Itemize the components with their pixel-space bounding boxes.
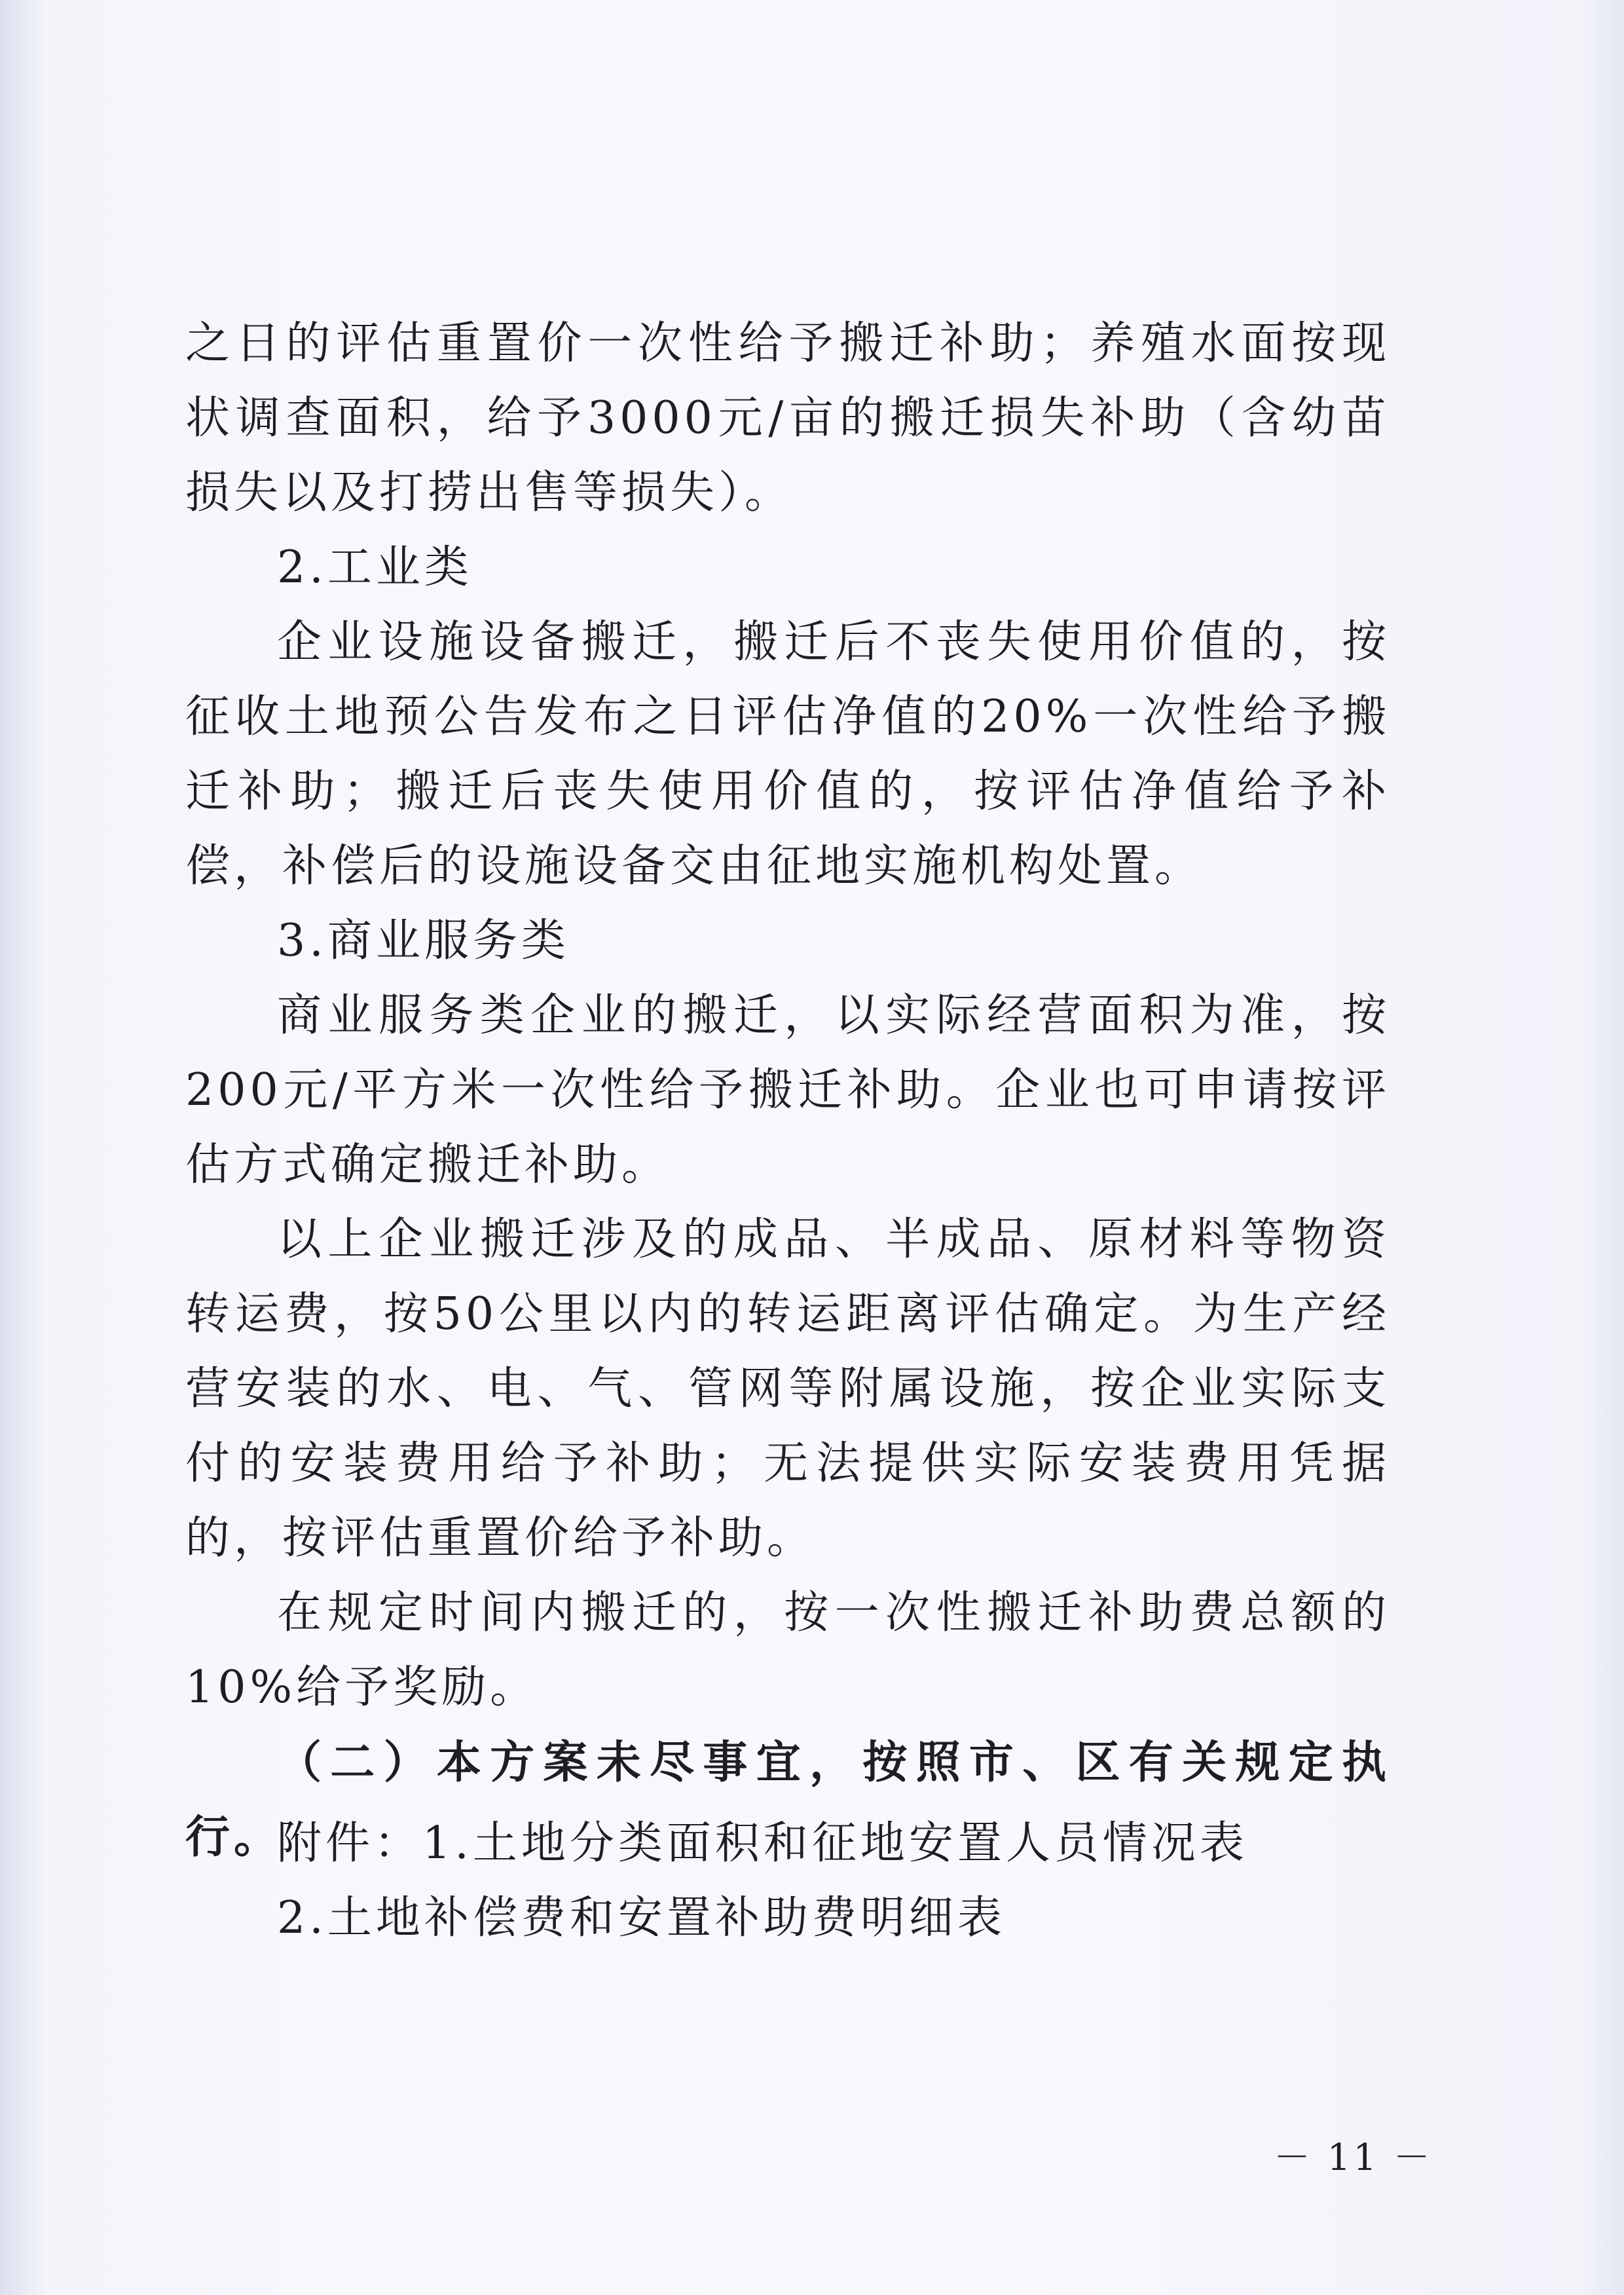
page-number: － 11 － <box>1274 2136 1433 2179</box>
paragraph-industrial: 企业设施设备搬迁，搬迁后不丧失使用价值的，按征收土地预公告发布之日评估净值的20%一次性给予搬迁补助；搬迁后丧失使用价值的，按评估净值给予补偿，补偿后的设施设备交由征地实施机构处置。 <box>185 616 1390 892</box>
attachment-1: 附件：1.土地分类面积和征地安置人员情况表 <box>277 1818 1248 1869</box>
scan-shadow-right <box>1585 0 1624 2295</box>
heading-commercial: 3.商业服务类 <box>277 915 570 967</box>
paragraph-reward: 在规定时间内搬迁的，按一次性搬迁补助费总额的10%给予奖励。 <box>185 1587 1390 1713</box>
paragraph-continuation: 之日的评估重置价一次性给予搬迁补助；养殖水面按现状调查面积，给予3000元/亩的搬迁损失补助（含幼苗损失以及打捞出售等损失）。 <box>185 318 1390 519</box>
attachment-2: 2.土地补偿费和安置补助费明细表 <box>277 1892 1006 1944</box>
paragraph-transport: 以上企业搬迁涉及的成品、半成品、原材料等物资转运费，按50公里以内的转运距离评估确定。为生产经营安装的水、电、气、管网等附属设施，按企业实际支付的安装费用给予补助；无法提供实际安装费用凭据的，按评估重置价给予补助。 <box>185 1214 1390 1564</box>
heading-industrial: 2.工业类 <box>277 542 473 593</box>
scan-shadow-left <box>0 0 46 2295</box>
document-body <box>185 307 1390 1875</box>
paragraph-commercial: 商业服务类企业的搬迁，以实际经营面积为准，按200元/平方米一次性给予搬迁补助。企业也可申请按评估方式确定搬迁补助。 <box>185 990 1390 1191</box>
attachments-list <box>277 1806 1248 1956</box>
paragraph-other-matters: （二）本方案未尽事宜，按照市、区有关规定执行。 <box>185 1736 1390 1863</box>
